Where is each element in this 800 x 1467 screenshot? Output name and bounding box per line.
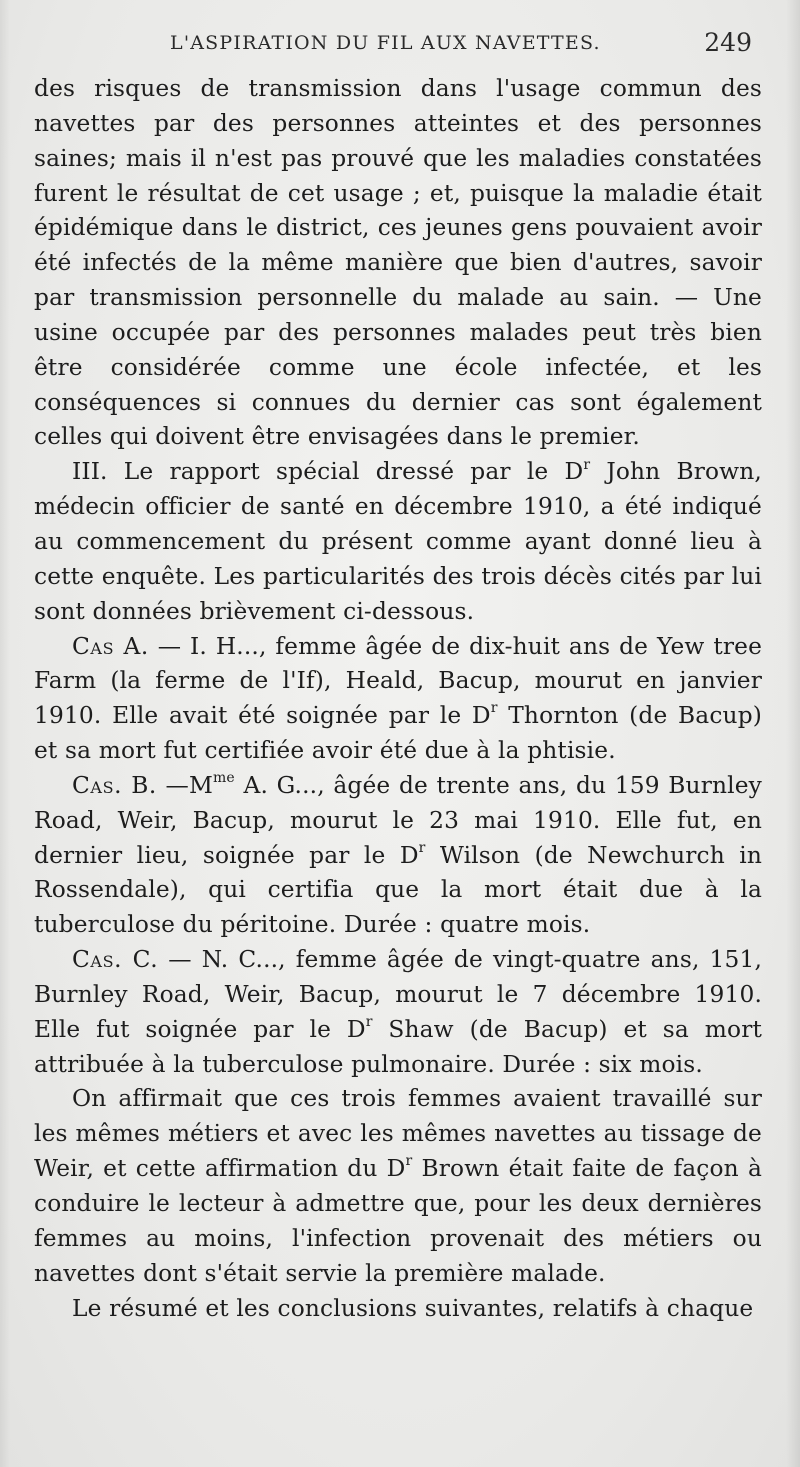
case-b-text-3: Wilson (de Newchurch in Rossendale), qui certifia que la mort était due à la tuberculose du péritoine. Durée : quatre mois. [34,841,762,939]
case-c-text-end: Shaw (de Bacup) et sa mort attribuée à la tuberculose pulmonaire. Durée : six mois. [34,1015,762,1078]
book-page [34,28,763,1326]
superscript-dr: r [405,1153,413,1170]
paragraph-summary: Le résumé et les conclusions suivantes, relatifs à chaque [72,1294,754,1322]
report-text-end: John Brown, médecin officier de santé en décembre 1910, a été indiqué au commencement du présent comme ayant donné lieu à cette enquête. Les particularités des trois décès cités par lui sont données brièvement ci-dessous. [34,458,762,625]
case-b-text-2: A. G..., âgée de trente ans, du 159 Burnley Road, Weir, Bacup, mourut le 23 mai 1910. Elle fut, en dernier lieu, soignée par le D [34,771,762,869]
paragraph-report [34,455,762,629]
case-a-label: Cas A. [72,632,149,660]
case-b-text-1: —M [156,771,213,799]
superscript-dr: r [418,839,426,856]
paragraph-continuation: des risques de transmission dans l'usage commun des navettes par des personnes atteintes et des personnes saines; mais il n'est pas prouvé que les maladies constatées furent le résultat de cet usage ; et, puisque la maladie était épidémique dans le district, ces jeunes gens pouvaient avoir été infectés de la même manière que bien d'autres, savoir par transmission personnelle du malade au sain. — Une usine occupée par des personnes malades peut très bien être considérée comme une école infectée, et les conséquences si connues du dernier cas sont également celles qui doivent être envisagées dans le premier. [34,75,762,451]
case-c-text-start: — N. C..., femme âgée de vingt-quatre ans, 151, Burnley Road, Weir, Bacup, mourut le 7 décembre 1910. Elle fut soignée par le D [34,946,762,1043]
case-a-text-start: — I. H..., femme âgée de dix-huit ans de Yew tree Farm (la ferme de l'If), Heald, Bacup, mourut en janvier 1910. Elle avait été soignée par le D [34,632,763,730]
page-edge-shadow [786,0,800,1467]
case-b-label: Cas. B. [72,771,157,799]
affirmation-text-end: Brown était faite de façon à conduire le lecteur à admettre que, pour les deux dernières femmes au moins, l'infection provenait des métiers ou navettes dont s'était servie la première malade. [34,1155,762,1287]
page-number: 249 [704,28,752,57]
running-header [34,28,762,66]
body-text [34,72,762,1326]
superscript-mme: me [213,770,235,787]
running-title: L'ASPIRATION DU FIL AUX NAVETTES. [170,32,601,54]
superscript-dr: r [490,700,498,717]
affirmation-text-start: On affirmait que ces trois femmes avaient travaillé sur les mêmes métiers et avec les mêmes navettes au tissage de Weir, et cette affirmation du D [34,1085,762,1183]
superscript-dr: r [365,1014,373,1031]
paragraph-affirmation [34,1082,762,1291]
paragraph-case-a [34,630,762,769]
paragraph-case-c [34,943,762,1082]
report-text-start: III. Le rapport spécial dressé par le D [72,458,584,486]
paragraph-case-b [34,769,762,943]
page-gutter-shadow [0,0,10,1467]
case-a-text-end: Thornton (de Bacup) et sa mort fut certifiée avoir été due à la phtisie. [34,702,763,765]
case-c-label: Cas. C. [72,946,159,974]
superscript-dr: r [583,456,591,473]
